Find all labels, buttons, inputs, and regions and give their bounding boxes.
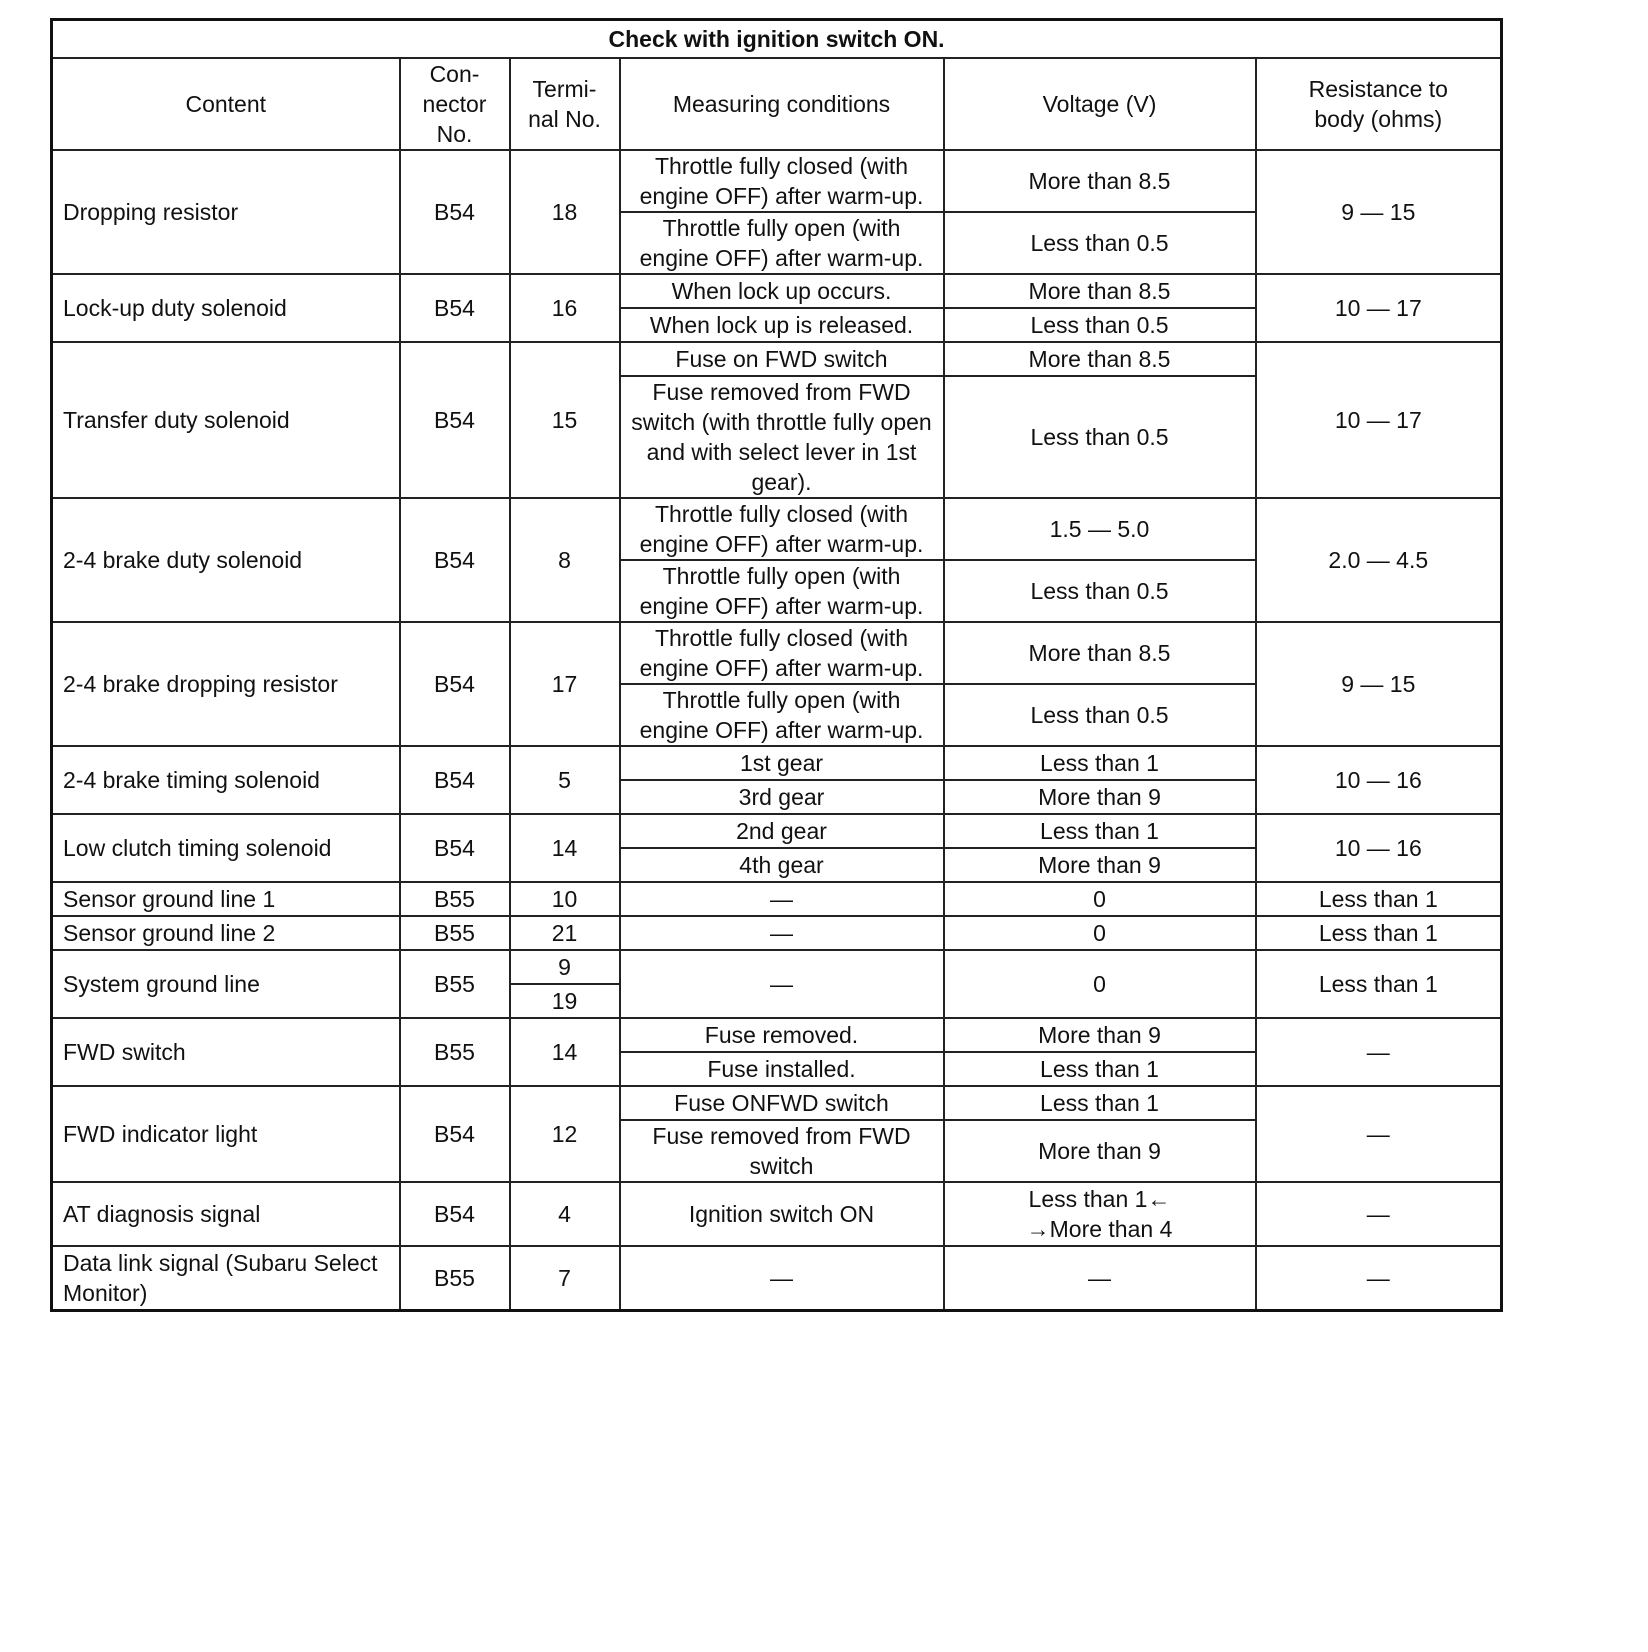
row-voltage: 0 [944, 916, 1256, 950]
row-measuring: When lock up occurs. [620, 274, 944, 308]
row-voltage: More than 9 [944, 1018, 1256, 1052]
row-resistance: 10 — 17 [1256, 342, 1502, 498]
row-voltage: More than 8.5 [944, 342, 1256, 376]
row-measuring: Throttle fully open (with engine OFF) after warm-up. [620, 560, 944, 622]
header-resistance: Resistance to body (ohms) [1256, 58, 1502, 150]
row-measuring: 4th gear [620, 848, 944, 882]
row-terminal: 9 [510, 950, 620, 984]
row-connector: B54 [400, 1182, 510, 1246]
row-voltage: Less than 0.5 [944, 308, 1256, 342]
row-terminal: 15 [510, 342, 620, 498]
row-content: 2-4 brake dropping resistor [52, 622, 400, 746]
row-measuring: — [620, 950, 944, 1018]
row-measuring: Fuse removed from FWD switch (with throttle fully open and with select lever in 1st gear). [620, 376, 944, 498]
row-terminal: 19 [510, 984, 620, 1018]
row-measuring: — [620, 882, 944, 916]
row-terminal: 14 [510, 1018, 620, 1086]
row-connector: B54 [400, 498, 510, 622]
row-content: Lock-up duty solenoid [52, 274, 400, 342]
row-terminal: 5 [510, 746, 620, 814]
row-voltage: Less than 1← →More than 4 [944, 1182, 1256, 1246]
row-measuring: — [620, 1246, 944, 1310]
row-content: 2-4 brake duty solenoid [52, 498, 400, 622]
row-measuring: Throttle fully open (with engine OFF) after warm-up. [620, 684, 944, 746]
row-content: AT diagnosis signal [52, 1182, 400, 1246]
header-measuring: Measuring conditions [620, 58, 944, 150]
row-voltage: More than 8.5 [944, 150, 1256, 212]
row-content: Sensor ground line 2 [52, 916, 400, 950]
row-measuring: Throttle fully closed (with engine OFF) after warm-up. [620, 150, 944, 212]
row-measuring: Fuse on FWD switch [620, 342, 944, 376]
row-measuring: 3rd gear [620, 780, 944, 814]
row-measuring: 2nd gear [620, 814, 944, 848]
row-terminal: 4 [510, 1182, 620, 1246]
row-connector: B55 [400, 882, 510, 916]
row-voltage: More than 9 [944, 1120, 1256, 1182]
header-connector: Con- nector No. [400, 58, 510, 150]
row-connector: B54 [400, 622, 510, 746]
row-terminal: 16 [510, 274, 620, 342]
row-measuring: Fuse ONFWD switch [620, 1086, 944, 1120]
row-connector: B54 [400, 342, 510, 498]
row-content: FWD indicator light [52, 1086, 400, 1182]
row-connector: B54 [400, 274, 510, 342]
row-resistance: — [1256, 1086, 1502, 1182]
row-voltage: Less than 1 [944, 1086, 1256, 1120]
row-connector: B55 [400, 950, 510, 1018]
row-voltage: — [944, 1246, 1256, 1310]
row-measuring: — [620, 916, 944, 950]
row-connector: B55 [400, 1246, 510, 1310]
row-connector: B54 [400, 150, 510, 274]
row-resistance: 10 — 17 [1256, 274, 1502, 342]
row-resistance: — [1256, 1018, 1502, 1086]
row-voltage: More than 8.5 [944, 622, 1256, 684]
row-resistance: 10 — 16 [1256, 814, 1502, 882]
row-content: Dropping resistor [52, 150, 400, 274]
row-voltage: More than 8.5 [944, 274, 1256, 308]
row-measuring: 1st gear [620, 746, 944, 780]
row-resistance: — [1256, 1246, 1502, 1310]
row-measuring: Fuse installed. [620, 1052, 944, 1086]
row-voltage: 0 [944, 950, 1256, 1018]
row-voltage: Less than 1 [944, 1052, 1256, 1086]
row-voltage: 0 [944, 882, 1256, 916]
row-voltage: Less than 0.5 [944, 560, 1256, 622]
row-measuring: Fuse removed from FWD switch [620, 1120, 944, 1182]
row-measuring: Throttle fully open (with engine OFF) after warm-up. [620, 212, 944, 274]
row-measuring: Throttle fully closed (with engine OFF) after warm-up. [620, 498, 944, 560]
row-resistance: Less than 1 [1256, 950, 1502, 1018]
row-resistance: — [1256, 1182, 1502, 1246]
row-terminal: 14 [510, 814, 620, 882]
row-measuring: Fuse removed. [620, 1018, 944, 1052]
row-terminal: 18 [510, 150, 620, 274]
row-content: Low clutch timing solenoid [52, 814, 400, 882]
row-resistance: Less than 1 [1256, 882, 1502, 916]
row-content: Sensor ground line 1 [52, 882, 400, 916]
row-voltage: Less than 0.5 [944, 212, 1256, 274]
row-voltage: Less than 1 [944, 746, 1256, 780]
row-terminal: 7 [510, 1246, 620, 1310]
row-connector: B54 [400, 746, 510, 814]
table-title: Check with ignition switch ON. [52, 20, 1502, 59]
row-resistance: 9 — 15 [1256, 622, 1502, 746]
header-terminal: Termi- nal No. [510, 58, 620, 150]
row-terminal: 21 [510, 916, 620, 950]
ignition-check-table [50, 18, 1503, 1312]
row-connector: B54 [400, 814, 510, 882]
row-terminal: 8 [510, 498, 620, 622]
row-resistance: 9 — 15 [1256, 150, 1502, 274]
row-measuring: Throttle fully closed (with engine OFF) after warm-up. [620, 622, 944, 684]
row-voltage: Less than 1 [944, 814, 1256, 848]
row-terminal: 12 [510, 1086, 620, 1182]
row-connector: B55 [400, 1018, 510, 1086]
row-content: 2-4 brake timing solenoid [52, 746, 400, 814]
row-measuring: Ignition switch ON [620, 1182, 944, 1246]
row-content: Data link signal (Subaru Select Monitor) [52, 1246, 400, 1310]
header-content: Content [52, 58, 400, 150]
row-voltage: Less than 0.5 [944, 684, 1256, 746]
row-voltage: 1.5 — 5.0 [944, 498, 1256, 560]
row-resistance: 10 — 16 [1256, 746, 1502, 814]
row-measuring: When lock up is released. [620, 308, 944, 342]
row-connector: B55 [400, 916, 510, 950]
row-resistance: Less than 1 [1256, 916, 1502, 950]
row-resistance: 2.0 — 4.5 [1256, 498, 1502, 622]
row-content: Transfer duty solenoid [52, 342, 400, 498]
row-voltage: More than 9 [944, 848, 1256, 882]
row-content: System ground line [52, 950, 400, 1018]
row-content: FWD switch [52, 1018, 400, 1086]
row-voltage: Less than 0.5 [944, 376, 1256, 498]
row-terminal: 17 [510, 622, 620, 746]
header-voltage: Voltage (V) [944, 58, 1256, 150]
row-connector: B54 [400, 1086, 510, 1182]
row-voltage: More than 9 [944, 780, 1256, 814]
row-terminal: 10 [510, 882, 620, 916]
